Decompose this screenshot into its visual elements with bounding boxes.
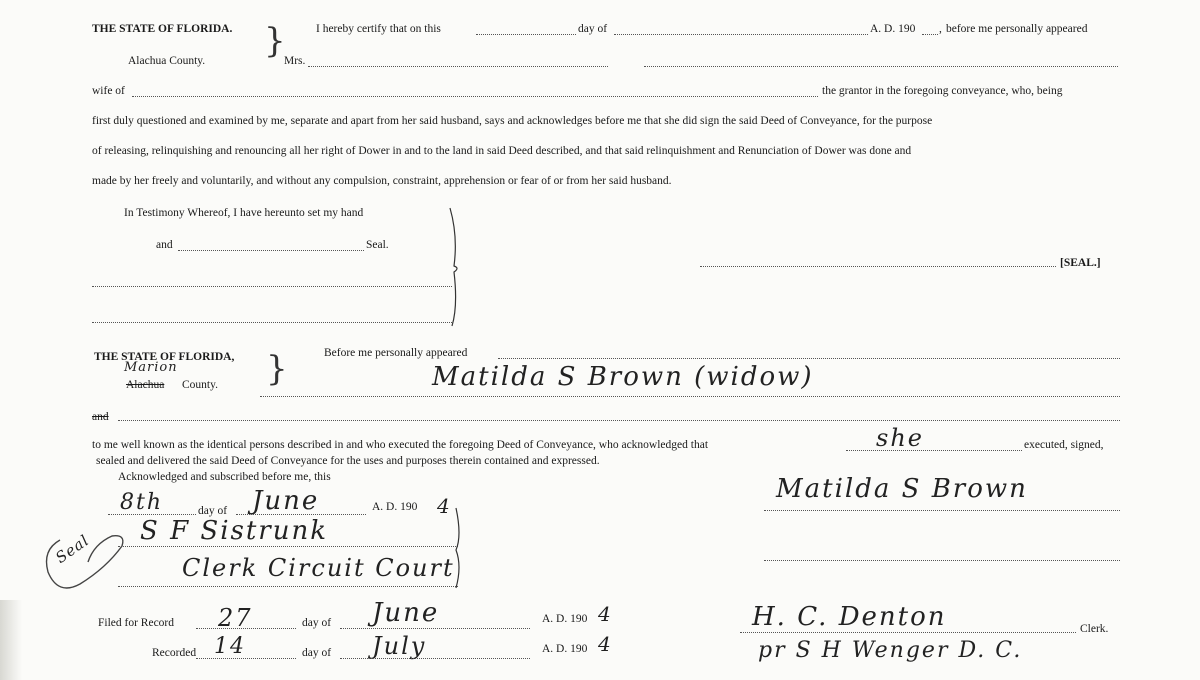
cert1-seal-word: Seal.	[366, 239, 389, 251]
cert1-wife-blank	[132, 96, 818, 97]
filed-day-blank	[196, 628, 296, 629]
cert1-wife-of: wife of	[92, 85, 125, 97]
recorded-day: 14	[214, 634, 246, 659]
cert1-grantor: the grantor in the foregoing conveyance, who, being	[822, 85, 1063, 97]
cert2-name-line	[260, 396, 1120, 397]
cert2-seal-stamp: Seal	[52, 531, 93, 567]
filed-day-of: day of	[302, 617, 332, 629]
filed-ad: A. D. 190	[542, 613, 588, 625]
cert1-testimony: In Testimony Whereof, I have hereunto set my hand	[124, 207, 364, 219]
cert1-before: before me personally appeared	[946, 23, 1088, 35]
cert2-before-blank	[498, 358, 1120, 359]
cert1-day-of: day of	[578, 23, 608, 35]
cert2-officer-line	[118, 546, 458, 547]
cert2-state: THE STATE OF FLORIDA,	[94, 351, 235, 363]
cert2-year-digit: 4	[437, 494, 452, 518]
recorded-year-digit: 4	[598, 632, 613, 656]
cert2-line-known: to me well known as the identical persons described in and who executed the foregoing Deed of Conveyance, who acknowledged that	[92, 439, 709, 451]
cert2-executed: executed, signed,	[1024, 439, 1104, 451]
cert1-line3: first duly questioned and examined by me, separate and apart from her said husband, says and acknowledges before me that she did sign the said Deed of Conveyance, for the purpose	[92, 115, 933, 127]
cert1-mrs-blank-2	[644, 66, 1118, 67]
cert2-day-num: 8th	[120, 490, 164, 515]
page-edge-shadow	[0, 600, 22, 680]
cert1-line5: made by her freely and voluntarily, and without any compulsion, constraint, apprehension or fear of or from her said husband.	[92, 175, 672, 187]
cert2-pronoun: she	[876, 424, 924, 452]
filed-label: Filed for Record	[98, 617, 175, 629]
cert1-seal: [SEAL.]	[1060, 257, 1101, 269]
recorded-day-of: day of	[302, 647, 332, 659]
clerk-signature: H. C. Denton	[752, 602, 947, 632]
cert1-ad-comma: ,	[939, 23, 942, 35]
cert1-month-blank	[614, 34, 868, 35]
cert1-day-blank	[476, 34, 576, 35]
recorded-month-blank	[340, 658, 530, 659]
cert1-ad: A. D. 190	[870, 23, 916, 35]
cert1-line4: of releasing, relinquishing and renouncing all her right of Dower in and to the land in said Deed described, and that said relinquishment and Renunciation of Dower was done and	[92, 145, 912, 157]
cert2-signature-line	[764, 510, 1120, 511]
cert2-signature-line-2	[764, 560, 1120, 561]
cert1-county: Alachua County.	[128, 55, 206, 67]
cert2-brace: }	[266, 349, 288, 389]
cert2-appeared-name: Matilda S Brown (widow)	[432, 362, 814, 392]
cert2-acknowledged: Acknowledged and subscribed before me, this	[118, 471, 331, 483]
cert1-mrs: Mrs.	[284, 55, 306, 67]
cert1-state: THE STATE OF FLORIDA.	[92, 23, 233, 35]
cert2-officer-title: Clerk Circuit Court	[182, 554, 455, 582]
cert2-county-struck: Alachua	[126, 379, 165, 391]
cert1-certify: I hereby certify that on this	[316, 23, 441, 35]
cert1-sign-line-1	[92, 286, 452, 287]
cert1-sign-line-2	[92, 322, 452, 323]
recorded-day-blank	[196, 658, 296, 659]
cert2-county-handwritten: Marion	[124, 360, 178, 375]
filed-day: 27	[218, 604, 253, 632]
filed-year-digit: 4	[598, 602, 613, 626]
recorded-label: Recorded	[152, 647, 197, 659]
recorded-month: July	[372, 632, 427, 660]
cert2-and-struck: and	[92, 411, 109, 423]
deputy-signature: pr S H Wenger D. C.	[758, 638, 1023, 663]
cert2-month: June	[252, 486, 320, 516]
recorded-ad: A. D. 190	[542, 643, 588, 655]
filed-month-blank	[340, 628, 530, 629]
cert2-and-blank	[118, 420, 1120, 421]
cert1-seal-line	[700, 266, 1056, 267]
cert2-before: Before me personally appeared	[324, 347, 468, 359]
cert2-title-line	[118, 586, 458, 587]
cert2-ad: A. D. 190	[372, 501, 418, 513]
cert1-mrs-blank	[308, 66, 608, 67]
cert2-day-blank	[108, 514, 196, 515]
cert2-line-sealed: sealed and delivered the said Deed of Conveyance for the uses and purposes therein contained and expressed.	[96, 455, 600, 467]
cert2-month-blank	[236, 514, 366, 515]
cert2-pronoun-blank	[846, 450, 1022, 451]
cert2-signature: Matilda S Brown	[776, 474, 1028, 504]
cert2-officer-bracket	[450, 506, 466, 590]
cert2-county-suffix: County.	[182, 379, 218, 391]
clerk-label: Clerk.	[1080, 623, 1109, 635]
filed-month: June	[372, 598, 440, 628]
cert1-signature-bracket	[446, 206, 466, 328]
cert2-officer-signature: S F Sistrunk	[140, 516, 328, 546]
cert1-year-blank	[922, 34, 938, 35]
clerk-line	[740, 632, 1076, 633]
cert1-brace: }	[264, 21, 286, 61]
cert2-day-of: day of	[198, 505, 228, 517]
cert1-and: and	[156, 239, 173, 251]
cert1-and-blank	[178, 250, 364, 251]
